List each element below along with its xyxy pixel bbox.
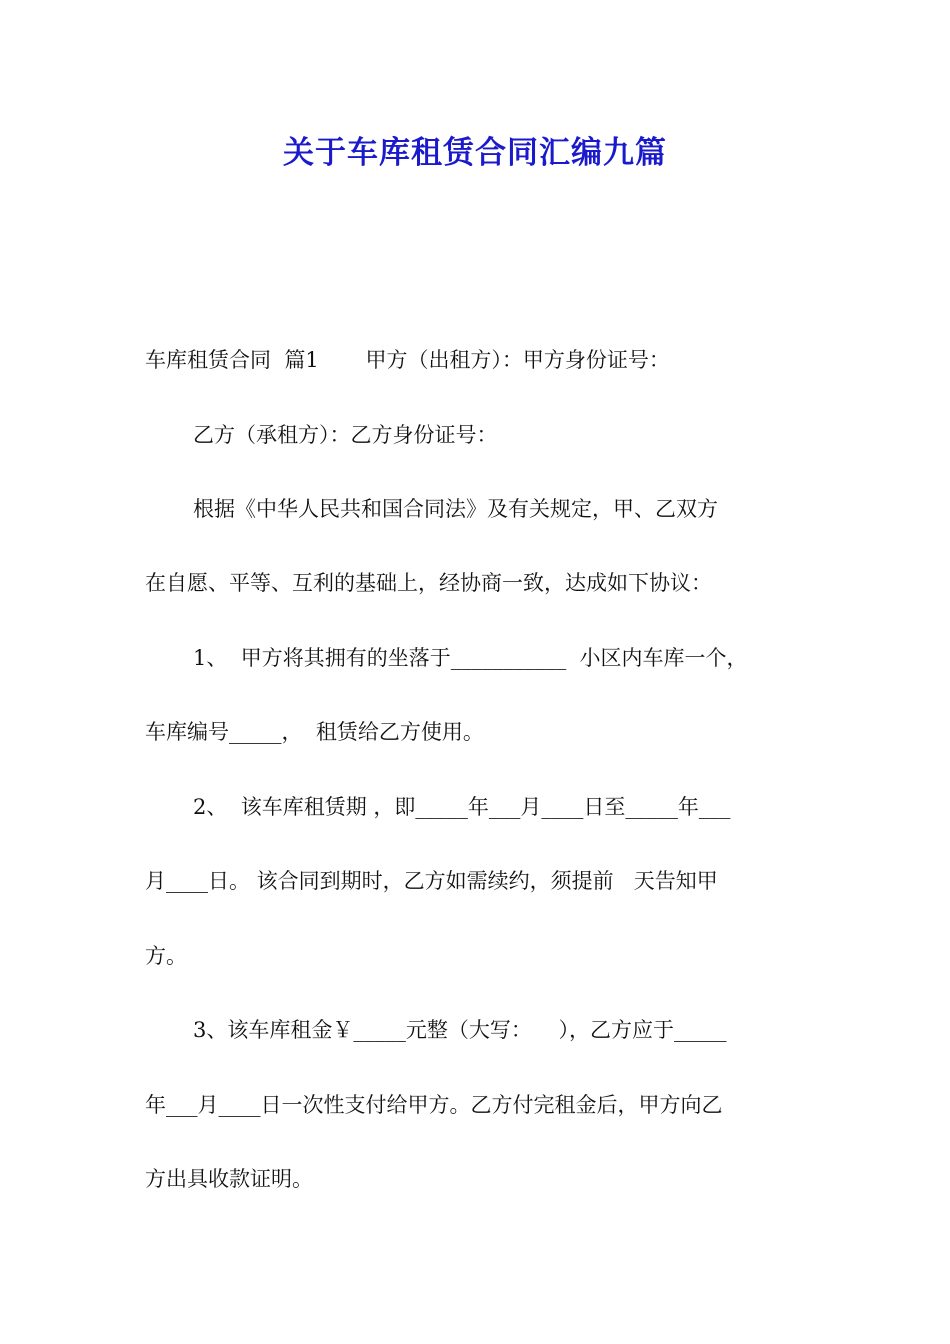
paragraph-line: 方。: [145, 944, 187, 968]
paragraph-line: 车库租赁合同 篇1 甲方（出租方）：甲方身份证号：: [145, 348, 670, 372]
paragraph-line: 3、该车库租金￥_____元整（大写： ），乙方应于_____: [193, 1018, 727, 1042]
paragraph-line: 乙方（承租方）：乙方身份证号：: [193, 423, 498, 447]
paragraph-line: 根据《中华人民共和国合同法》及有关规定，甲、乙双方: [193, 497, 718, 521]
paragraph-line: 月____日。 该合同到期时，乙方如需续约，须提前 天告知甲: [145, 869, 718, 893]
document-title: 关于车库租赁合同汇编九篇: [283, 135, 667, 171]
paragraph-line: 2、 该车库租赁期 ，即_____年___月____日至_____年___: [193, 795, 731, 819]
paragraph-line: 1、 甲方将其拥有的坐落于___________ 小区内车库一个，: [193, 646, 748, 670]
paragraph-line: 年___月____日一次性支付给甲方。乙方付完租金后，甲方向乙: [145, 1093, 723, 1117]
paragraph-line: 方出具收款证明。: [145, 1167, 313, 1191]
paragraph-line: 车库编号_____， 租赁给乙方使用。: [145, 720, 484, 744]
paragraph-line: 在自愿、平等、互利的基础上，经协商一致，达成如下协议：: [145, 571, 712, 595]
